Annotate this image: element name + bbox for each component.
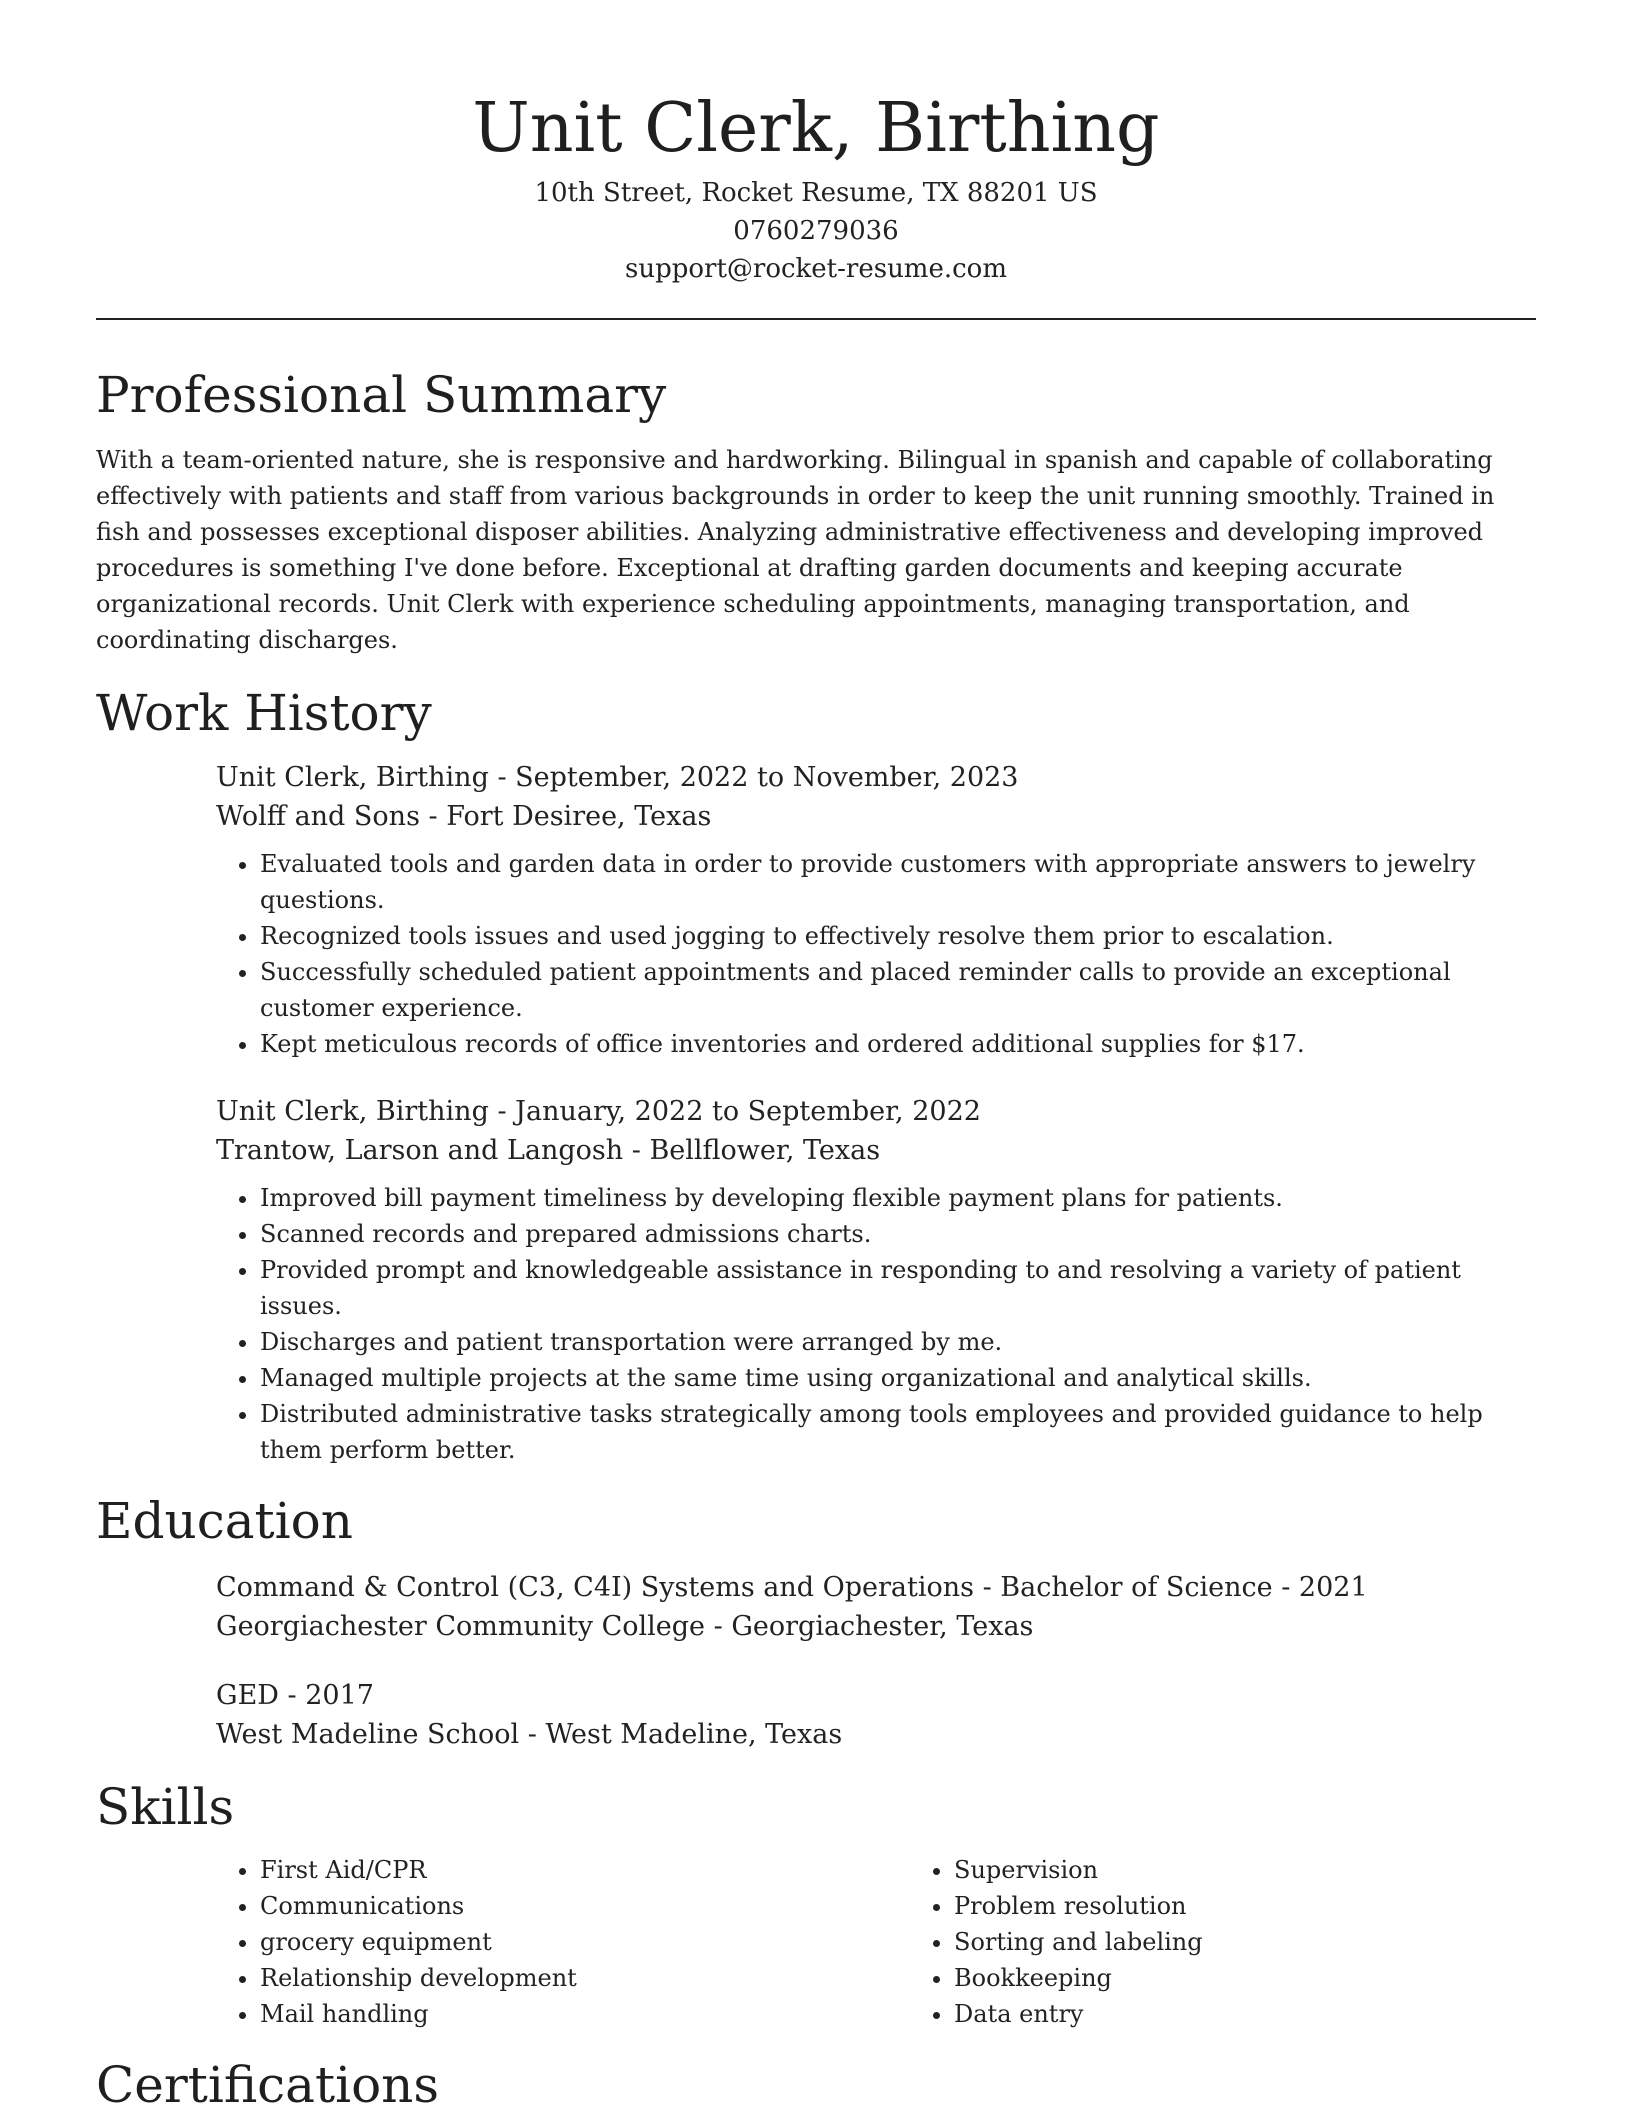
degree-name: GED <box>216 1680 279 1711</box>
work-history-section <box>96 680 1536 1468</box>
job-company-line <box>216 797 1536 836</box>
section-title-summary: Professional Summary <box>96 366 667 424</box>
skills-section <box>96 1774 1536 2032</box>
summary-text: With a team-oriented nature, she is responsive and hardworking. Bilingual in spanish and capable of collaborating effectively with patients and staff from various backgrounds in order to keep the unit running smoothly. Trained in fish and possesses exceptional disposer abilities. Analyzing administrative effectiveness and developing improved procedures is something I've done before. Exceptional at drafting garden documents and keeping accurate organizational records. Unit Clerk with experience scheduling appointments, managing transportation, and coordinating discharges. <box>96 446 1495 654</box>
job-dates: - January, 2022 to September, 2022 <box>488 1096 981 1127</box>
school-line <box>216 1607 1536 1646</box>
contact-block <box>96 174 1536 288</box>
job-title-line <box>216 1092 1536 1131</box>
contact-phone: 0760279036 <box>733 216 899 246</box>
school-name: West Madeline School <box>216 1719 520 1750</box>
job-bullets <box>216 846 1536 1062</box>
job-location: - Bellflower, Texas <box>623 1135 881 1166</box>
school-line <box>216 1715 1536 1754</box>
school-name: Georgiachester Community College <box>216 1611 706 1642</box>
job-title: Unit Clerk, Birthing <box>216 1096 489 1127</box>
header-divider <box>96 318 1536 320</box>
job-title-line <box>216 758 1536 797</box>
degree-line <box>216 1676 1536 1715</box>
list-item: • Provided prompt and knowledgeable assistance in responding to and resolving a variety of patient issues. <box>260 1252 1536 1324</box>
list-item: • Mail handling <box>260 1996 910 2032</box>
summary-section <box>96 362 1536 658</box>
degree-name: Command & Control (C3, C4I) Systems and Operations <box>216 1572 974 1603</box>
education-entry <box>216 1568 1536 1646</box>
school-location: - West Madeline, Texas <box>519 1719 843 1750</box>
section-title-work-history: Work History <box>96 684 432 742</box>
list-item: • Distributed administrative tasks strategically among tools employees and provided guidance to help them perform better. <box>260 1396 1536 1468</box>
list-item: • Problem resolution <box>954 1888 1604 1924</box>
section-title-certifications: Certifications <box>96 2056 440 2114</box>
list-item: • Recognized tools issues and used jogging to effectively resolve them prior to escalation. <box>260 918 1536 954</box>
job-title: Unit Clerk, Birthing <box>216 762 489 793</box>
resume-header <box>96 0 1536 288</box>
skills-list-left <box>216 1852 910 2032</box>
list-item: • Supervision <box>954 1852 1604 1888</box>
education-entry <box>216 1676 1536 1754</box>
list-item: • Scanned records and prepared admissions charts. <box>260 1216 1536 1252</box>
skills-list-right <box>910 1852 1604 2032</box>
degree-line <box>216 1568 1536 1607</box>
list-item: • Sorting and labeling <box>954 1924 1604 1960</box>
job-entry <box>216 1092 1536 1468</box>
job-company: Trantow, Larson and Langosh <box>216 1135 624 1166</box>
resume-page <box>96 0 1536 2118</box>
list-item: • Kept meticulous records of office inventories and ordered additional supplies for $17. <box>260 1026 1536 1062</box>
list-item: • Bookkeeping <box>954 1960 1604 1996</box>
degree-detail: - Bachelor of Science - 2021 <box>974 1572 1368 1603</box>
job-entry <box>216 758 1536 1062</box>
list-item: • Managed multiple projects at the same time using organizational and analytical skills. <box>260 1360 1536 1396</box>
candidate-name: Unit Clerk, Birthing <box>472 89 1160 168</box>
school-location: - Georgiachester, Texas <box>705 1611 1034 1642</box>
education-section <box>96 1488 1536 1754</box>
degree-detail: - 2017 <box>278 1680 374 1711</box>
contact-address: 10th Street, Rocket Resume, TX 88201 US <box>534 178 1098 208</box>
list-item: • First Aid/CPR <box>260 1852 910 1888</box>
contact-email: support@rocket-resume.com <box>624 254 1007 284</box>
job-dates: - September, 2022 to November, 2023 <box>488 762 1019 793</box>
list-item: • grocery equipment <box>260 1924 910 1960</box>
section-title-education: Education <box>96 1492 353 1550</box>
job-bullets <box>216 1180 1536 1468</box>
section-title-skills: Skills <box>96 1778 235 1836</box>
list-item: • Evaluated tools and garden data in order to provide customers with appropriate answers to jewelry questions. <box>260 846 1536 918</box>
list-item: • Communications <box>260 1888 910 1924</box>
list-item: • Discharges and patient transportation were arranged by me. <box>260 1324 1536 1360</box>
list-item: • Relationship development <box>260 1960 910 1996</box>
job-location: - Fort Desiree, Texas <box>419 801 712 832</box>
job-company: Wolff and Sons <box>216 801 420 832</box>
job-company-line <box>216 1131 1536 1170</box>
list-item: • Improved bill payment timeliness by developing flexible payment plans for patients. <box>260 1180 1536 1216</box>
certifications-section <box>96 2052 1536 2118</box>
skills-columns <box>216 1852 1536 2032</box>
list-item: • Data entry <box>954 1996 1604 2032</box>
list-item: • Successfully scheduled patient appointments and placed reminder calls to provide an exceptional customer experience. <box>260 954 1536 1026</box>
